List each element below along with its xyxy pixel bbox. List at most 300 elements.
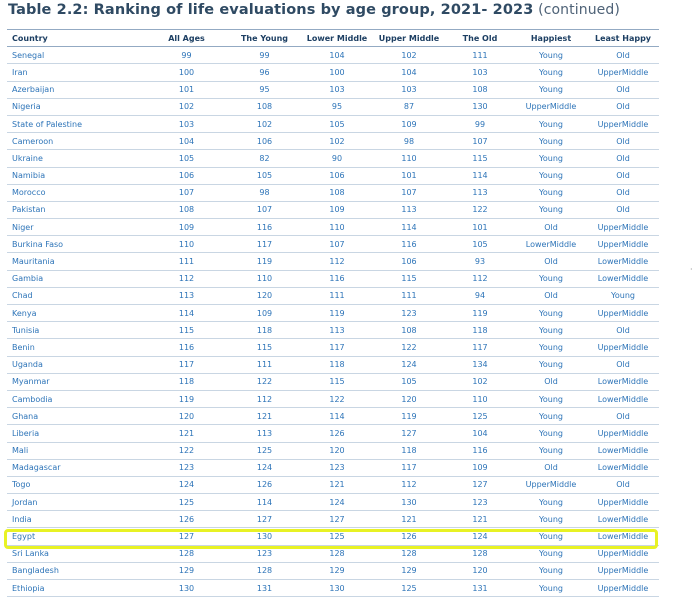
table-body <box>7 47 659 597</box>
table-cell: Old <box>515 373 587 390</box>
ranking-table <box>7 29 659 597</box>
table-cell: 105 <box>145 150 228 167</box>
table-cell: 127 <box>228 511 301 528</box>
table-cell: 122 <box>445 201 515 218</box>
table-row <box>7 511 659 528</box>
country-cell: Gambia <box>7 270 145 287</box>
table-cell: Young <box>515 356 587 373</box>
table-cell: Old <box>587 322 659 339</box>
table-cell: 107 <box>228 201 301 218</box>
table-row <box>7 81 659 98</box>
table-cell: 129 <box>373 562 445 579</box>
country-cell: Pakistan <box>7 201 145 218</box>
table-cell: 131 <box>228 580 301 597</box>
table-title-suffix: (continued) <box>538 2 620 18</box>
table-cell: Young <box>515 580 587 597</box>
country-cell: Nigeria <box>7 98 145 115</box>
column-header: All Ages <box>145 30 228 47</box>
table-cell: Young <box>515 511 587 528</box>
table-cell: 117 <box>445 339 515 356</box>
table-title-main: Table 2.2: Ranking of life evaluations by age group, 2021- 2023 <box>8 2 534 18</box>
table-cell: 87 <box>373 98 445 115</box>
country-cell: Egypt <box>7 528 145 545</box>
table-cell: Old <box>587 476 659 493</box>
table-cell: 94 <box>445 287 515 304</box>
table-cell: UpperMiddle <box>587 562 659 579</box>
table-cell: 126 <box>228 476 301 493</box>
table-cell: 123 <box>301 459 373 476</box>
table-cell: 122 <box>301 390 373 407</box>
table-cell: 95 <box>228 81 301 98</box>
table-cell: 125 <box>373 580 445 597</box>
country-cell: Morocco <box>7 184 145 201</box>
table-cell: 127 <box>301 511 373 528</box>
table-cell: UpperMiddle <box>587 219 659 236</box>
table-cell: 101 <box>445 219 515 236</box>
table-cell: Young <box>515 494 587 511</box>
table-cell: 130 <box>373 494 445 511</box>
table-cell: Young <box>515 425 587 442</box>
table-cell: 118 <box>228 322 301 339</box>
table-cell: Young <box>515 545 587 562</box>
table-cell: 102 <box>228 115 301 132</box>
country-cell: Uganda <box>7 356 145 373</box>
table-cell: Young <box>515 408 587 425</box>
table-cell: 104 <box>445 425 515 442</box>
table-cell: 118 <box>445 322 515 339</box>
table-cell: 113 <box>445 184 515 201</box>
table-cell: 127 <box>373 425 445 442</box>
table-cell: 108 <box>445 81 515 98</box>
table-cell: 93 <box>445 253 515 270</box>
table-cell: Old <box>587 201 659 218</box>
table-cell: 115 <box>145 322 228 339</box>
table-cell: Old <box>515 253 587 270</box>
table-cell: Young <box>515 305 587 322</box>
country-cell: Ghana <box>7 408 145 425</box>
table-cell: Young <box>515 339 587 356</box>
table-cell: 104 <box>301 47 373 64</box>
table-row <box>7 408 659 425</box>
country-cell: Burkina Faso <box>7 236 145 253</box>
table-cell: 114 <box>145 305 228 322</box>
table-cell: 109 <box>145 219 228 236</box>
country-cell: Benin <box>7 339 145 356</box>
table-cell: Young <box>515 390 587 407</box>
table-cell: 106 <box>145 167 228 184</box>
table-cell: 108 <box>301 184 373 201</box>
table-cell: Old <box>587 356 659 373</box>
table-cell: Young <box>515 528 587 545</box>
table-cell: 121 <box>373 511 445 528</box>
table-cell: 105 <box>373 373 445 390</box>
table-cell: 116 <box>228 219 301 236</box>
table-cell: 111 <box>373 287 445 304</box>
table-cell: 122 <box>145 442 228 459</box>
country-cell: Chad <box>7 287 145 304</box>
table-cell: 129 <box>145 562 228 579</box>
table-cell: 126 <box>373 528 445 545</box>
table-cell: 126 <box>145 511 228 528</box>
table-cell: 104 <box>373 64 445 81</box>
table-row <box>7 476 659 493</box>
table-cell: 117 <box>373 459 445 476</box>
table-title <box>8 2 620 18</box>
table-cell: 115 <box>301 373 373 390</box>
table-cell: UpperMiddle <box>587 305 659 322</box>
table-cell: Young <box>515 150 587 167</box>
table-cell: 124 <box>445 528 515 545</box>
table-cell: 116 <box>373 236 445 253</box>
table-cell: 103 <box>373 81 445 98</box>
table-cell: 109 <box>445 459 515 476</box>
bangladesh-row-highlight <box>4 529 658 549</box>
table-cell: 99 <box>445 115 515 132</box>
table-cell: 106 <box>228 133 301 150</box>
table-header-row <box>7 30 659 47</box>
country-cell: Azerbaijan <box>7 81 145 98</box>
table-cell: LowerMiddle <box>587 511 659 528</box>
country-cell: Jordan <box>7 494 145 511</box>
table-cell: Old <box>587 167 659 184</box>
table-cell: Old <box>587 408 659 425</box>
table-cell: 130 <box>145 580 228 597</box>
table-cell: 123 <box>228 545 301 562</box>
table-cell: 99 <box>145 47 228 64</box>
country-cell: Senegal <box>7 47 145 64</box>
table-cell: 103 <box>301 81 373 98</box>
table-cell: Old <box>587 133 659 150</box>
table-cell: 107 <box>301 236 373 253</box>
table-cell: 114 <box>228 494 301 511</box>
table-cell: 123 <box>373 305 445 322</box>
table-cell: 109 <box>301 201 373 218</box>
table-cell: 123 <box>445 494 515 511</box>
table-cell: 122 <box>373 339 445 356</box>
table-row <box>7 219 659 236</box>
table-cell: 125 <box>145 494 228 511</box>
table-cell: 103 <box>145 115 228 132</box>
table-row <box>7 442 659 459</box>
column-header: Happiest <box>515 30 587 47</box>
table-cell: 117 <box>145 356 228 373</box>
table-cell: 106 <box>301 167 373 184</box>
table-cell: 114 <box>301 408 373 425</box>
table-cell: 131 <box>445 580 515 597</box>
table-cell: 95 <box>301 98 373 115</box>
country-cell: India <box>7 511 145 528</box>
table-cell: Old <box>587 184 659 201</box>
table-cell: 128 <box>145 545 228 562</box>
country-cell: Mali <box>7 442 145 459</box>
table-cell: 109 <box>373 115 445 132</box>
table-cell: 99 <box>228 47 301 64</box>
country-cell: Mauritania <box>7 253 145 270</box>
table-cell: Old <box>515 459 587 476</box>
table-cell: 110 <box>301 219 373 236</box>
table-row <box>7 390 659 407</box>
table-cell: Old <box>587 150 659 167</box>
page-edge-mark: · <box>690 265 693 274</box>
table-cell: 111 <box>228 356 301 373</box>
table-cell: Young <box>515 184 587 201</box>
table-cell: Young <box>515 442 587 459</box>
table-row <box>7 322 659 339</box>
table-cell: 125 <box>301 528 373 545</box>
table-cell: 118 <box>301 356 373 373</box>
table-cell: 116 <box>301 270 373 287</box>
table-cell: 106 <box>373 253 445 270</box>
table-cell: UpperMiddle <box>515 98 587 115</box>
table-cell: UpperMiddle <box>587 545 659 562</box>
table-cell: Young <box>515 201 587 218</box>
table-cell: UpperMiddle <box>587 236 659 253</box>
table-row <box>7 339 659 356</box>
table-cell: 126 <box>301 425 373 442</box>
column-header: Country <box>7 30 145 47</box>
table-cell: 114 <box>373 219 445 236</box>
table-cell: 112 <box>445 270 515 287</box>
table-cell: Old <box>587 47 659 64</box>
table-cell: Young <box>515 47 587 64</box>
table-cell: Young <box>515 270 587 287</box>
table-cell: 101 <box>373 167 445 184</box>
table-cell: 128 <box>301 545 373 562</box>
country-cell: Kenya <box>7 305 145 322</box>
table-cell: 111 <box>445 47 515 64</box>
table-cell: 101 <box>145 81 228 98</box>
table-cell: 122 <box>228 373 301 390</box>
table-cell: 118 <box>373 442 445 459</box>
table-cell: 128 <box>228 562 301 579</box>
table-cell: 119 <box>373 408 445 425</box>
table-cell: LowerMiddle <box>587 528 659 545</box>
table-cell: LowerMiddle <box>587 442 659 459</box>
table-row <box>7 184 659 201</box>
table-cell: 110 <box>145 236 228 253</box>
table-cell: Old <box>587 98 659 115</box>
table-cell: 103 <box>445 64 515 81</box>
country-cell: Namibia <box>7 167 145 184</box>
table-cell: 117 <box>228 236 301 253</box>
table-row <box>7 253 659 270</box>
table-row <box>7 305 659 322</box>
table-row <box>7 287 659 304</box>
table-row <box>7 201 659 218</box>
table-cell: UpperMiddle <box>587 64 659 81</box>
table-cell: Old <box>515 287 587 304</box>
table-cell: 110 <box>373 150 445 167</box>
table-cell: 117 <box>301 339 373 356</box>
table-cell: 128 <box>445 545 515 562</box>
table-cell: 109 <box>228 305 301 322</box>
table-cell: UpperMiddle <box>587 115 659 132</box>
table-cell: UpperMiddle <box>587 580 659 597</box>
country-cell: Sri Lanka <box>7 545 145 562</box>
table-cell: 120 <box>228 287 301 304</box>
country-cell: Ukraine <box>7 150 145 167</box>
table-cell: 112 <box>145 270 228 287</box>
table-cell: 105 <box>301 115 373 132</box>
table-row <box>7 459 659 476</box>
table-cell: 102 <box>373 47 445 64</box>
table-cell: UpperMiddle <box>587 425 659 442</box>
table-cell: LowerMiddle <box>587 253 659 270</box>
table-cell: LowerMiddle <box>587 373 659 390</box>
table-cell: 102 <box>145 98 228 115</box>
table-cell: 129 <box>301 562 373 579</box>
table-cell: 110 <box>445 390 515 407</box>
table-cell: 98 <box>373 133 445 150</box>
table-cell: 82 <box>228 150 301 167</box>
column-header: The Old <box>445 30 515 47</box>
table-cell: 107 <box>145 184 228 201</box>
table-cell: 108 <box>228 98 301 115</box>
table-cell: 102 <box>301 133 373 150</box>
table-row <box>7 150 659 167</box>
table-cell: 119 <box>445 305 515 322</box>
table-cell: 116 <box>445 442 515 459</box>
table-cell: 125 <box>445 408 515 425</box>
table-cell: 107 <box>373 184 445 201</box>
table-cell: 113 <box>301 322 373 339</box>
table-cell: Young <box>515 322 587 339</box>
table-cell: Young <box>515 133 587 150</box>
table-row <box>7 167 659 184</box>
table-cell: 124 <box>145 476 228 493</box>
table-row <box>7 494 659 511</box>
table-cell: 105 <box>228 167 301 184</box>
table-row <box>7 425 659 442</box>
table-cell: 123 <box>145 459 228 476</box>
table-cell: 124 <box>228 459 301 476</box>
table-cell: 127 <box>145 528 228 545</box>
table-cell: 130 <box>445 98 515 115</box>
table-cell: 116 <box>145 339 228 356</box>
table-cell: 121 <box>301 476 373 493</box>
column-header: Upper Middle <box>373 30 445 47</box>
table-cell: 96 <box>228 64 301 81</box>
table-cell: 112 <box>373 476 445 493</box>
table-cell: 107 <box>445 133 515 150</box>
table-cell: 100 <box>301 64 373 81</box>
table-cell: 120 <box>373 390 445 407</box>
table-cell: UpperMiddle <box>515 476 587 493</box>
table-cell: 111 <box>145 253 228 270</box>
country-cell: Madagascar <box>7 459 145 476</box>
country-cell: Myanmar <box>7 373 145 390</box>
table-cell: 124 <box>373 356 445 373</box>
table-cell: LowerMiddle <box>515 236 587 253</box>
country-cell: Cameroon <box>7 133 145 150</box>
table-cell: 113 <box>373 201 445 218</box>
table-cell: 130 <box>228 528 301 545</box>
table-cell: 119 <box>301 305 373 322</box>
country-cell: Ethiopia <box>7 580 145 597</box>
table-row <box>7 270 659 287</box>
country-cell: Iran <box>7 64 145 81</box>
table-cell: Young <box>587 287 659 304</box>
table-row <box>7 133 659 150</box>
column-header: Lower Middle <box>301 30 373 47</box>
table-cell: 124 <box>301 494 373 511</box>
table-cell: UpperMiddle <box>587 339 659 356</box>
country-cell: Liberia <box>7 425 145 442</box>
table-row <box>7 64 659 81</box>
table-cell: 108 <box>145 201 228 218</box>
table-row <box>7 373 659 390</box>
table-cell: 108 <box>373 322 445 339</box>
table-cell: 115 <box>228 339 301 356</box>
table-cell: 128 <box>373 545 445 562</box>
table-cell: LowerMiddle <box>587 459 659 476</box>
table-cell: Young <box>515 562 587 579</box>
table-cell: LowerMiddle <box>587 390 659 407</box>
table-cell: Old <box>587 81 659 98</box>
country-cell: Cambodia <box>7 390 145 407</box>
country-cell: Niger <box>7 219 145 236</box>
table-cell: 104 <box>145 133 228 150</box>
table-cell: 120 <box>445 562 515 579</box>
table-cell: UpperMiddle <box>587 494 659 511</box>
table-cell: 105 <box>445 236 515 253</box>
country-cell: Togo <box>7 476 145 493</box>
table-cell: 119 <box>228 253 301 270</box>
table-cell: 125 <box>228 442 301 459</box>
table-row <box>7 98 659 115</box>
table-cell: 112 <box>228 390 301 407</box>
table-cell: 121 <box>445 511 515 528</box>
table-cell: 115 <box>373 270 445 287</box>
column-header: The Young <box>228 30 301 47</box>
table-cell: 114 <box>445 167 515 184</box>
table-cell: 120 <box>145 408 228 425</box>
table-row <box>7 47 659 64</box>
table-cell: 111 <box>301 287 373 304</box>
table-cell: LowerMiddle <box>587 270 659 287</box>
table-cell: 118 <box>145 373 228 390</box>
table-cell: 113 <box>145 287 228 304</box>
table-cell: 102 <box>445 373 515 390</box>
table-cell: Young <box>515 115 587 132</box>
table-cell: 112 <box>301 253 373 270</box>
table-cell: 113 <box>228 425 301 442</box>
table-cell: 90 <box>301 150 373 167</box>
table-cell: 121 <box>228 408 301 425</box>
table-cell: 110 <box>228 270 301 287</box>
table-cell: 134 <box>445 356 515 373</box>
table-row <box>7 580 659 597</box>
table-row <box>7 236 659 253</box>
table-cell: 120 <box>301 442 373 459</box>
table-row <box>7 356 659 373</box>
column-header: Least Happy <box>587 30 659 47</box>
table-cell: Young <box>515 167 587 184</box>
country-cell: State of Palestine <box>7 115 145 132</box>
table-cell: Young <box>515 81 587 98</box>
table-cell: 115 <box>445 150 515 167</box>
table-cell: 98 <box>228 184 301 201</box>
table-cell: Young <box>515 64 587 81</box>
table-cell: Old <box>515 219 587 236</box>
table-cell: 121 <box>145 425 228 442</box>
table-row <box>7 115 659 132</box>
country-cell: Bangladesh <box>7 562 145 579</box>
table-cell: 130 <box>301 580 373 597</box>
table-cell: 119 <box>145 390 228 407</box>
country-cell: Tunisia <box>7 322 145 339</box>
table-cell: 100 <box>145 64 228 81</box>
